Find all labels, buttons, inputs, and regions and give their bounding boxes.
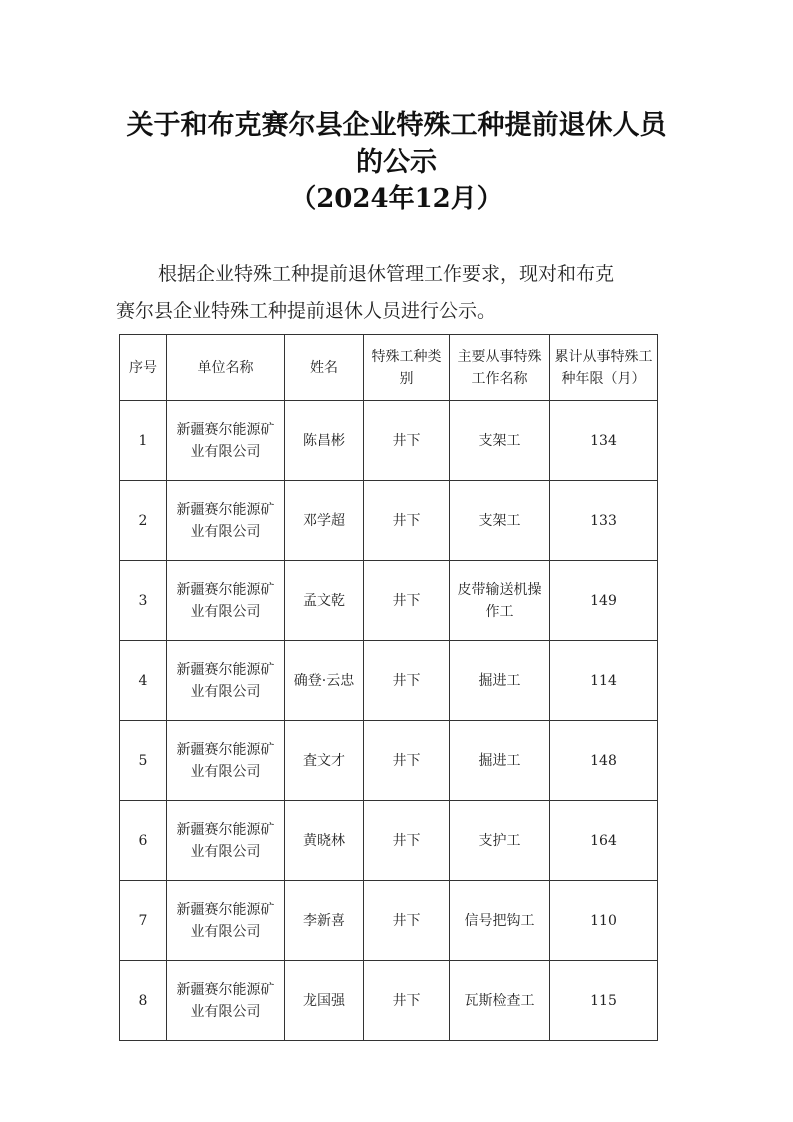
- cell-seq: 1: [120, 401, 167, 481]
- cell-months: 110: [550, 881, 658, 961]
- cell-seq: 4: [120, 641, 167, 721]
- cell-seq: 6: [120, 801, 167, 881]
- cell-job: 皮带输送机操作工: [450, 561, 550, 641]
- table-row: [120, 481, 658, 561]
- cell-name: 龙国强: [285, 961, 364, 1041]
- cell-unit: 新疆赛尔能源矿业有限公司: [167, 481, 285, 561]
- cell-category: 井下: [364, 801, 450, 881]
- cell-category: 井下: [364, 481, 450, 561]
- cell-months: 114: [550, 641, 658, 721]
- header-seq: 序号: [120, 335, 167, 401]
- cell-job: 支护工: [450, 801, 550, 881]
- cell-job: 掘进工: [450, 641, 550, 721]
- cell-seq: 3: [120, 561, 167, 641]
- cell-category: 井下: [364, 401, 450, 481]
- cell-name: 黄晓林: [285, 801, 364, 881]
- cell-months: 164: [550, 801, 658, 881]
- table-row: [120, 961, 658, 1041]
- cell-seq: 8: [120, 961, 167, 1041]
- cell-job: 支架工: [450, 401, 550, 481]
- cell-months: 134: [550, 401, 658, 481]
- cell-unit: 新疆赛尔能源矿业有限公司: [167, 721, 285, 801]
- cell-seq: 7: [120, 881, 167, 961]
- intro-paragraph-line1: 根据企业特殊工种提前退休管理工作要求，现对和布克: [158, 263, 615, 285]
- retiree-table: [119, 334, 658, 1041]
- cell-unit: 新疆赛尔能源矿业有限公司: [167, 801, 285, 881]
- cell-name: 李新喜: [285, 881, 364, 961]
- header-job: 主要从事特殊工作名称: [450, 335, 550, 401]
- cell-category: 井下: [364, 881, 450, 961]
- cell-name: 孟文乾: [285, 561, 364, 641]
- cell-months: 115: [550, 961, 658, 1041]
- table-header-row: [120, 335, 658, 401]
- table-row: [120, 801, 658, 881]
- cell-category: 井下: [364, 721, 450, 801]
- document-title-line2: 的公示: [356, 147, 437, 178]
- document-date-line: （2024年12月）: [290, 184, 503, 214]
- cell-name: 陈昌彬: [285, 401, 364, 481]
- table-row: [120, 561, 658, 641]
- cell-category: 井下: [364, 561, 450, 641]
- cell-name: 邓学超: [285, 481, 364, 561]
- cell-months: 148: [550, 721, 658, 801]
- cell-job: 瓦斯检查工: [450, 961, 550, 1041]
- cell-unit: 新疆赛尔能源矿业有限公司: [167, 401, 285, 481]
- table-row: [120, 721, 658, 801]
- cell-unit: 新疆赛尔能源矿业有限公司: [167, 881, 285, 961]
- table-row: [120, 401, 658, 481]
- cell-category: 井下: [364, 641, 450, 721]
- cell-job: 掘进工: [450, 721, 550, 801]
- cell-months: 149: [550, 561, 658, 641]
- document-title-line1: 关于和布克赛尔县企业特殊工种提前退休人员: [126, 110, 667, 141]
- cell-name: 确登·云忠: [285, 641, 364, 721]
- cell-unit: 新疆赛尔能源矿业有限公司: [167, 961, 285, 1041]
- cell-job: 信号把钩工: [450, 881, 550, 961]
- table-row: [120, 881, 658, 961]
- cell-seq: 5: [120, 721, 167, 801]
- table-row: [120, 641, 658, 721]
- cell-unit: 新疆赛尔能源矿业有限公司: [167, 641, 285, 721]
- header-name: 姓名: [285, 335, 364, 401]
- header-category: 特殊工种类别: [364, 335, 450, 401]
- cell-category: 井下: [364, 961, 450, 1041]
- header-unit: 单位名称: [167, 335, 285, 401]
- cell-unit: 新疆赛尔能源矿业有限公司: [167, 561, 285, 641]
- cell-months: 133: [550, 481, 658, 561]
- cell-seq: 2: [120, 481, 167, 561]
- cell-name: 査文才: [285, 721, 364, 801]
- cell-job: 支架工: [450, 481, 550, 561]
- header-years: 累计从事特殊工种年限（月）: [550, 335, 658, 401]
- intro-paragraph-line2: 赛尔县企业特殊工种提前退休人员进行公示。: [116, 300, 497, 322]
